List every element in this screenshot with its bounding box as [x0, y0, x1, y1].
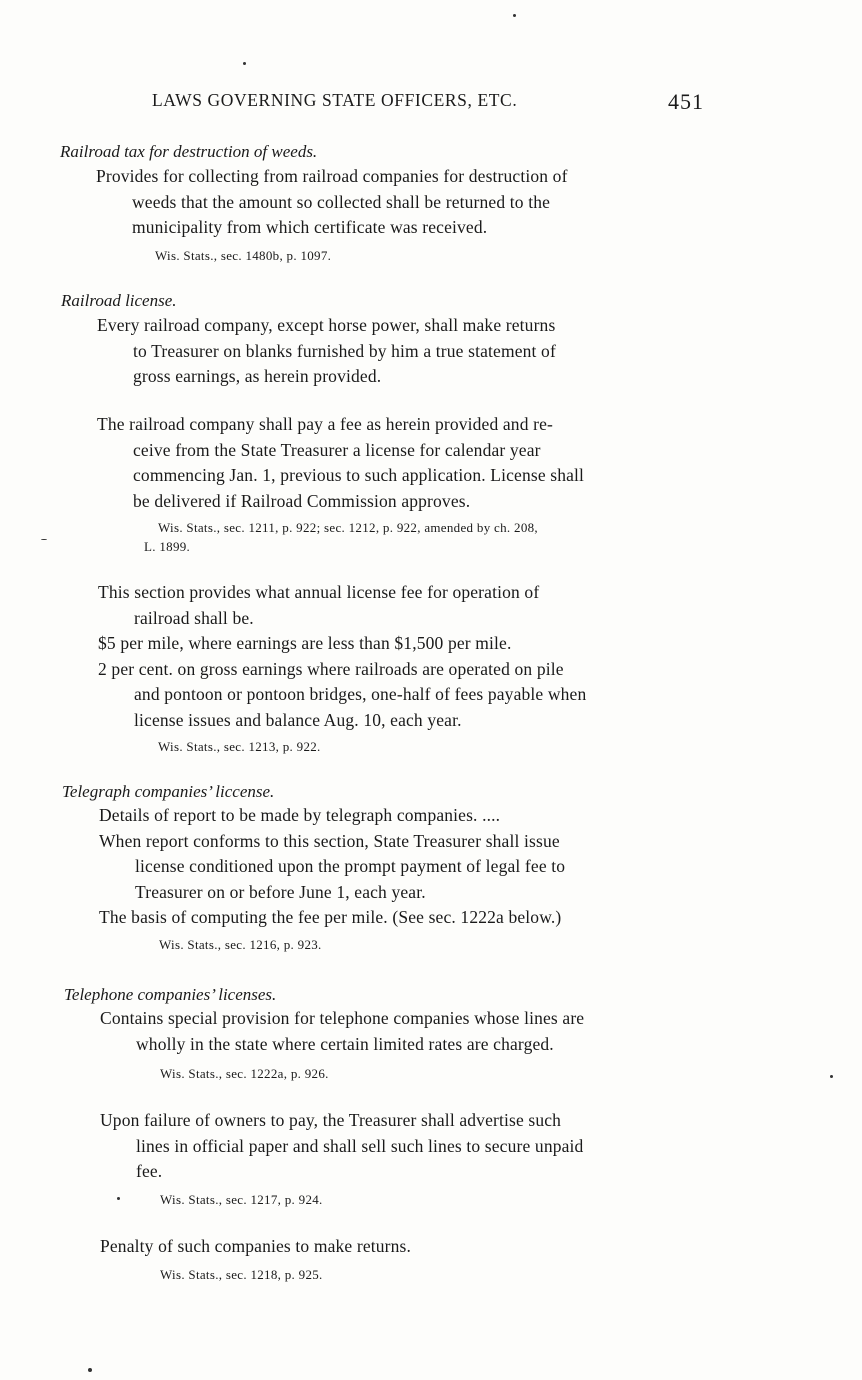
- text-line: license conditioned upon the prompt payment of legal fee to: [135, 856, 566, 876]
- text-line: railroad shall be.: [134, 607, 254, 628]
- citation: Wis. Stats., sec. 1216, p. 923.: [159, 937, 322, 952]
- citation: Wis. Stats., sec. 1218, p. 925.: [160, 1267, 323, 1282]
- citation: [144, 518, 714, 556]
- scan-speck: [88, 1368, 92, 1372]
- scan-speck: [243, 62, 246, 65]
- paragraph: [100, 1234, 712, 1260]
- paragraph: [100, 1108, 712, 1185]
- text-line: When report conforms to this section, State Treasurer shall issue: [99, 830, 560, 851]
- section-heading-telephone: Telephone companies’ licenses.: [64, 985, 277, 1004]
- paragraph: [97, 412, 707, 514]
- paragraph: [100, 1006, 712, 1057]
- scan-speck: [117, 1197, 120, 1200]
- text-line: Contains special provision for telephone companies whose lines are: [100, 1008, 585, 1028]
- text-line: municipality from which certificate was received.: [132, 217, 488, 237]
- scan-speck: [41, 539, 47, 540]
- text-line: lines in official paper and shall sell such lines to secure unpaid: [136, 1135, 584, 1156]
- text-line: $5 per mile, where earnings are less than $1,500 per mile.: [98, 633, 512, 653]
- paragraph: [97, 313, 707, 390]
- section-heading-railroad-license: Railroad license.: [61, 291, 177, 310]
- text-line: Every railroad company, except horse power, shall make returns: [97, 315, 556, 335]
- section-heading-weeds: Railroad tax for destruction of weeds.: [60, 142, 318, 161]
- text-line: ceive from the State Treasurer a license for calendar year: [133, 439, 541, 460]
- text-line: Upon failure of owners to pay, the Treasurer shall advertise such: [100, 1110, 562, 1130]
- citation: Wis. Stats., sec. 1213, p. 922.: [158, 739, 321, 754]
- paragraph: [96, 164, 706, 241]
- text-line: The railroad company shall pay a fee as herein provided and re-: [97, 414, 553, 434]
- text-line: 2 per cent. on gross earnings where railroads are operated on pile: [98, 658, 564, 679]
- text-line: commencing Jan. 1, previous to such application. License shall: [133, 465, 585, 485]
- text-line: fee.: [136, 1161, 163, 1181]
- citation-line: L. 1899.: [144, 539, 191, 554]
- text-line: gross earnings, as herein provided.: [133, 366, 382, 386]
- text-line: Provides for collecting from railroad companies for destruction of: [96, 166, 568, 186]
- running-header: LAWS GOVERNING STATE OFFICERS, ETC.: [152, 90, 518, 110]
- section-heading-telegraph: Telegraph companies’ liccense.: [62, 782, 275, 801]
- text-line: Treasurer on or before June 1, each year.: [135, 881, 426, 902]
- citation: Wis. Stats., sec. 1217, p. 924.: [160, 1192, 323, 1207]
- citation: Wis. Stats., sec. 1480b, p. 1097.: [155, 248, 332, 263]
- text-line: license issues and balance Aug. 10, each year.: [134, 709, 462, 730]
- scan-speck: [513, 14, 516, 17]
- page-number: 451: [668, 89, 704, 114]
- paragraph: [98, 580, 708, 733]
- text-line: The basis of computing the fee per mile. (See sec. 1222a below.): [99, 907, 562, 927]
- text-line: Details of report to be made by telegraph companies. ....: [99, 805, 501, 825]
- text-line: This section provides what annual license fee for operation of: [98, 582, 540, 602]
- text-line: Penalty of such companies to make returns.: [100, 1236, 412, 1256]
- scan-speck: [830, 1075, 833, 1078]
- citation: Wis. Stats., sec. 1222a, p. 926.: [160, 1066, 329, 1081]
- text-line: to Treasurer on blanks furnished by him a true statement of: [133, 340, 556, 361]
- text-line: be delivered if Railroad Commission approves.: [133, 490, 471, 511]
- text-line: and pontoon or pontoon bridges, one-half of fees payable when: [134, 684, 587, 704]
- paragraph: [99, 803, 711, 931]
- text-line: wholly in the state where certain limited rates are charged.: [136, 1033, 554, 1054]
- citation-line: Wis. Stats., sec. 1211, p. 922; sec. 1212, p. 922, amended by ch. 208,: [158, 520, 538, 535]
- text-line: weeds that the amount so collected shall be returned to the: [132, 191, 551, 212]
